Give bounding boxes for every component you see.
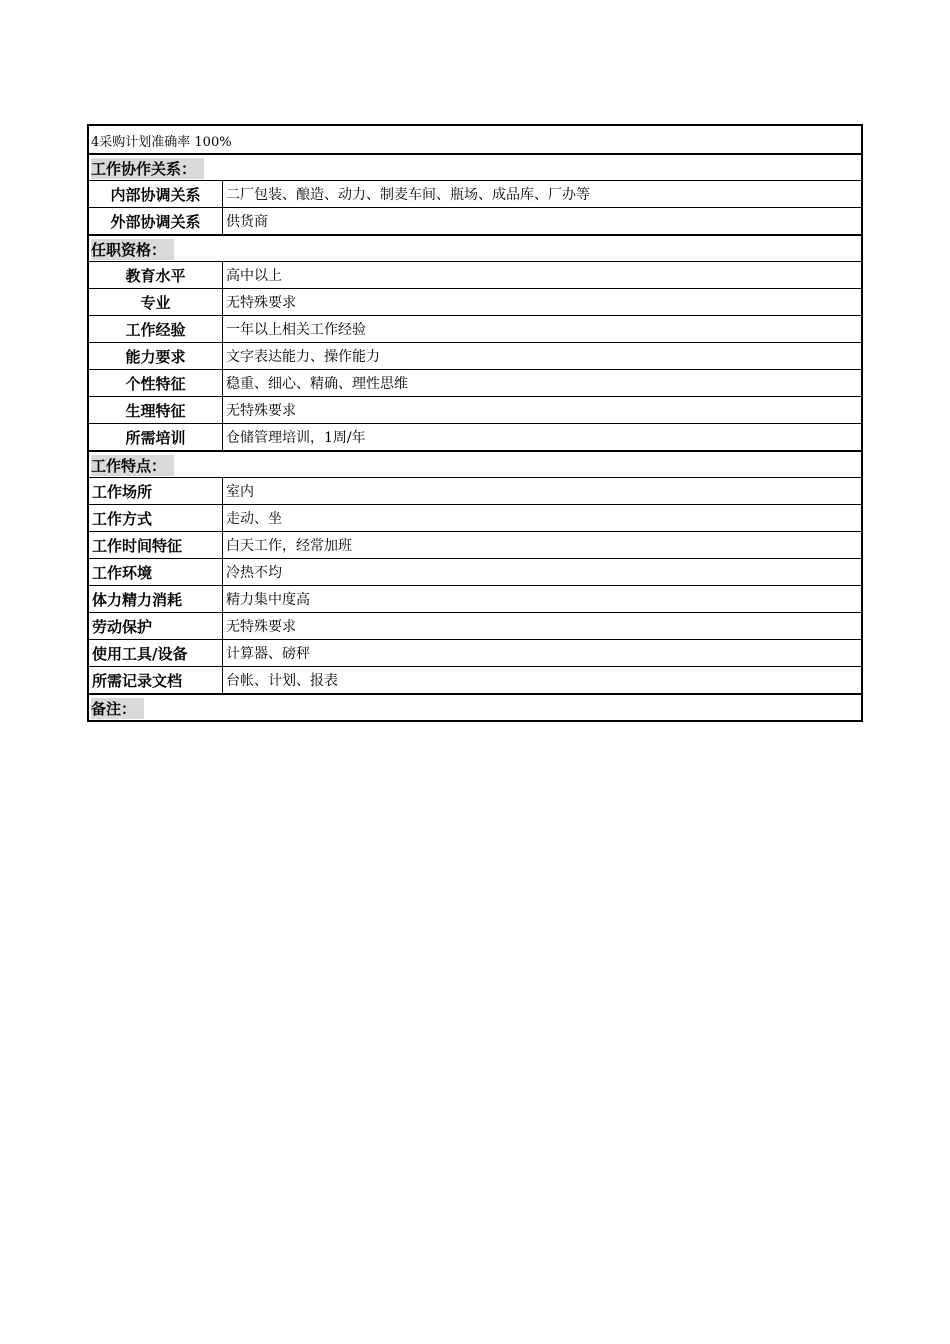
qualification-label: 教育水平: [89, 262, 223, 288]
section-notes-title: 备注：: [91, 698, 144, 719]
feature-row: [89, 531, 861, 558]
feature-value: 精力集中度高: [226, 592, 310, 608]
collab-value: 供货商: [226, 214, 268, 230]
job-description-table: [87, 124, 863, 722]
feature-row: [89, 585, 861, 612]
qualification-row: [89, 288, 861, 315]
qualification-label: 专业: [89, 289, 223, 315]
qualification-row: [89, 396, 861, 423]
feature-value: 走动、坐: [226, 511, 282, 527]
qualification-value: 稳重、细心、精确、理性思维: [226, 376, 408, 392]
feature-value: 白天工作，经常加班: [226, 538, 352, 554]
feature-label: 所需记录文档: [89, 667, 223, 693]
section-qualifications-title: 任职资格：: [91, 239, 174, 260]
feature-label: 使用工具/设备: [89, 640, 223, 666]
collab-label: 内部协调关系: [89, 181, 223, 207]
collab-label: 外部协调关系: [89, 208, 223, 234]
collab-row-internal: [89, 180, 861, 207]
qualification-label: 能力要求: [89, 343, 223, 369]
section-qualifications: [89, 234, 861, 261]
feature-row: [89, 558, 861, 585]
qualification-label: 所需培训: [89, 424, 223, 450]
qualification-value: 一年以上相关工作经验: [226, 322, 366, 338]
feature-label: 体力精力消耗: [89, 586, 223, 612]
feature-value: 室内: [226, 484, 254, 500]
feature-label: 工作场所: [89, 478, 223, 504]
section-features-title: 工作特点：: [91, 455, 174, 476]
qualification-row: [89, 315, 861, 342]
feature-row: [89, 666, 861, 693]
section-notes: [89, 693, 861, 720]
feature-row: [89, 504, 861, 531]
feature-value: 冷热不均: [226, 565, 282, 581]
qualification-label: 生理特征: [89, 397, 223, 423]
collab-value: 二厂包装、酿造、动力、制麦车间、瓶场、成品库、厂办等: [226, 187, 590, 203]
qualification-row: [89, 261, 861, 288]
qualification-row: [89, 342, 861, 369]
collab-row-external: [89, 207, 861, 234]
section-collab-title: 工作协作关系：: [91, 158, 204, 179]
feature-row: [89, 639, 861, 666]
feature-value: 台帐、计划、报表: [226, 673, 338, 689]
header-row: [89, 126, 861, 153]
qualification-row: [89, 369, 861, 396]
qualification-label: 工作经验: [89, 316, 223, 342]
feature-label: 劳动保护: [89, 613, 223, 639]
feature-label: 工作环境: [89, 559, 223, 585]
qualification-row: [89, 423, 861, 450]
section-features: [89, 450, 861, 477]
kpi-text: 4采购计划准确率 100%: [91, 135, 232, 150]
qualification-value: 无特殊要求: [226, 403, 296, 419]
feature-label: 工作时间特征: [89, 532, 223, 558]
qualification-value: 高中以上: [226, 268, 282, 284]
feature-row: [89, 612, 861, 639]
qualification-value: 仓储管理培训，1周/年: [226, 430, 366, 446]
feature-value: 计算器、磅秤: [226, 646, 310, 662]
feature-label: 工作方式: [89, 505, 223, 531]
qualification-value: 无特殊要求: [226, 295, 296, 311]
qualification-label: 个性特征: [89, 370, 223, 396]
qualification-value: 文字表达能力、操作能力: [226, 349, 380, 365]
feature-value: 无特殊要求: [226, 619, 296, 635]
feature-row: [89, 477, 861, 504]
section-collab: [89, 153, 861, 180]
